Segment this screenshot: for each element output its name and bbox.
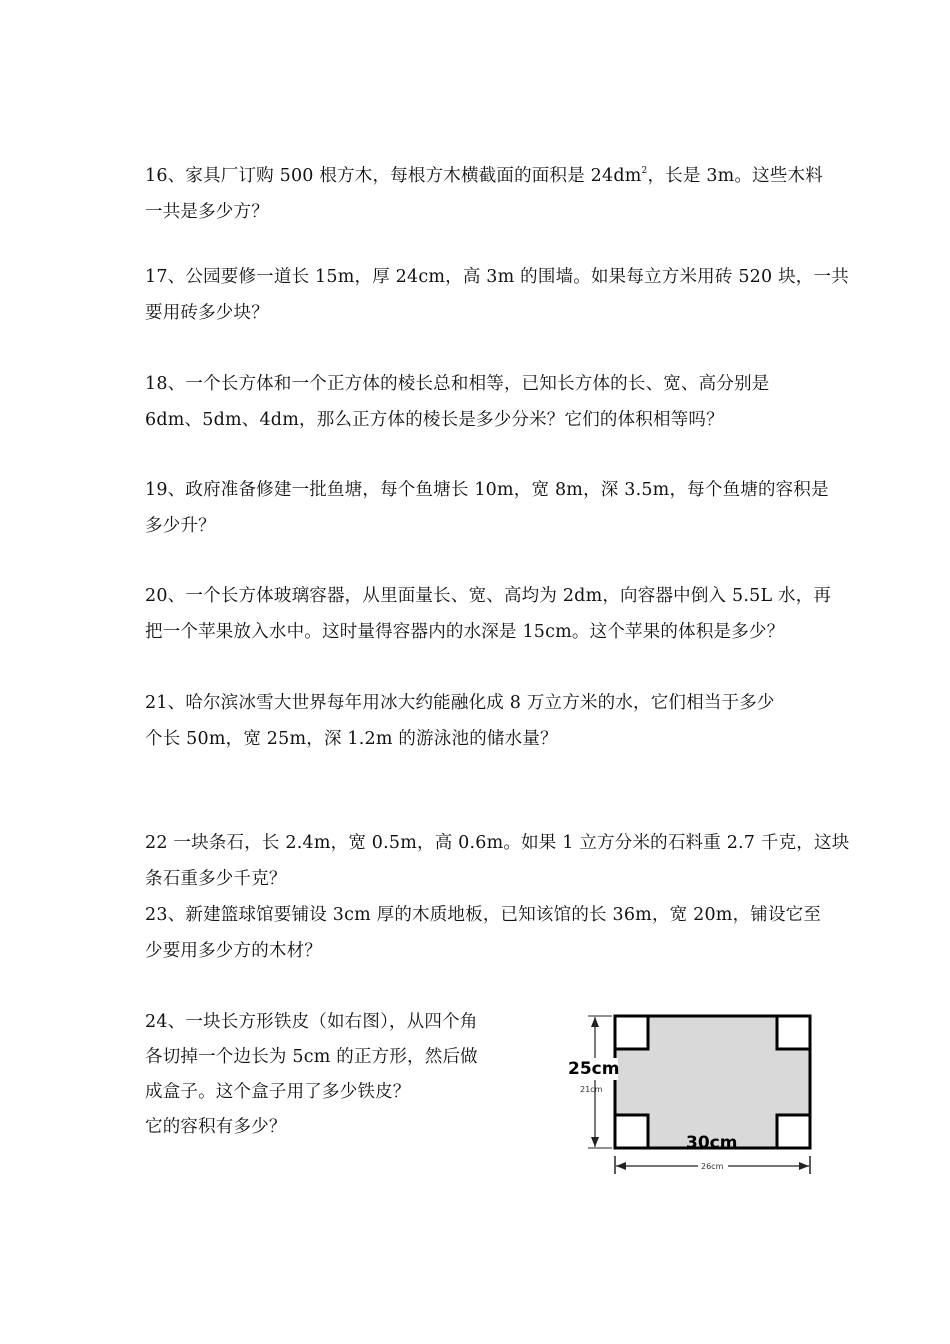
problem-23 (145, 897, 822, 969)
width-label: 30cm (686, 1133, 738, 1153)
problem-21-line-2: 个长 50m，宽 25m，深 1.2m 的游泳池的储水量？ (145, 729, 558, 749)
problem-24 (145, 1005, 545, 1145)
problem-22-line-1: 22 一块条石，长 2.4m，宽 0.5m，高 0.6m。如果 1 立方分米的石料重 2.7 千克，这块 (145, 833, 850, 853)
problem-24-line-2: 各切掉一个边长为 5cm 的正方形，然后做 (145, 1047, 478, 1067)
problem-24-line-4: 它的容积有多少？ (145, 1117, 287, 1137)
figure-svg (560, 1000, 830, 1185)
arrow-up-icon (591, 1017, 599, 1027)
problem-23-line-1: 23、新建篮球馆要铺设 3cm 厚的木质地板，已知该馆的长 36m，宽 20m，铺设它至 (145, 905, 822, 925)
arrow-left-icon (616, 1162, 626, 1170)
problem-16-line-2: 一共是多少方？ (145, 202, 269, 222)
problem-16-text-a: 16、家具厂订购 500 根方木，每根方木横截面的面积是 24dm (145, 166, 642, 186)
corner-square-bottom-right (777, 1115, 810, 1148)
problem-24-line-3: 成盒子。这个盒子用了多少铁皮？ (145, 1082, 411, 1102)
problem-18-line-2: 6dm、5dm、4dm，那么正方体的棱长是多少分米？它们的体积相等吗？ (145, 410, 724, 430)
problem-16 (145, 153, 823, 230)
problem-19 (145, 472, 829, 544)
arrow-right-icon (799, 1162, 809, 1170)
problem-22-line-2: 条石重多少千克？ (145, 869, 287, 889)
problem-16-line-1 (145, 153, 823, 194)
problem-21-line-1: 21、哈尔滨冰雪大世界每年用冰大约能融化成 8 万立方米的水，它们相当于多少 (145, 693, 775, 713)
problem-18-line-1: 18、一个长方体和一个正方体的棱长总和相等，已知长方体的长、宽、高分别是 (145, 374, 770, 394)
height-label: 25cm (568, 1059, 620, 1079)
problem-17 (145, 259, 849, 331)
problem-17-line-1: 17、公园要修一道长 15m，厚 24cm，高 3m 的围墙。如果每立方米用砖 520 块，一共 (145, 267, 849, 287)
corner-square-bottom-left (615, 1115, 648, 1148)
problem-16-text-b: ，长是 3m。这些木料 (647, 166, 823, 186)
problem-21 (145, 685, 815, 757)
sheet-metal-figure (560, 1000, 830, 1185)
problem-19-line-1: 19、政府准备修建一批鱼塘，每个鱼塘长 10m，宽 8m，深 3.5m，每个鱼塘的容积是 (145, 480, 829, 500)
problem-20-line-1: 20、一个长方体玻璃容器，从里面量长、宽、高均为 2dm，向容器中倒入 5.5L 水，再 (145, 586, 832, 606)
corner-square-top-right (777, 1016, 810, 1049)
problem-17-line-2: 要用砖多少块？ (145, 303, 269, 323)
problem-20 (145, 578, 832, 650)
squared-superscript: 2 (641, 166, 648, 176)
corner-square-top-left (615, 1016, 648, 1049)
problem-18 (145, 366, 815, 438)
problem-22 (145, 825, 850, 897)
problem-20-line-2: 把一个苹果放入水中。这时量得容器内的水深是 15cm。这个苹果的体积是多少？ (145, 622, 785, 642)
arrow-down-icon (591, 1137, 599, 1147)
problem-24-line-1: 24、一块长方形铁皮（如右图），从四个角 (145, 1012, 478, 1032)
problem-23-line-2: 少要用多少方的木材？ (145, 941, 322, 961)
problem-19-line-2: 多少升？ (145, 516, 216, 536)
width-label-faint: 26cm (701, 1162, 724, 1171)
height-label-faint: 21cm (580, 1085, 603, 1094)
